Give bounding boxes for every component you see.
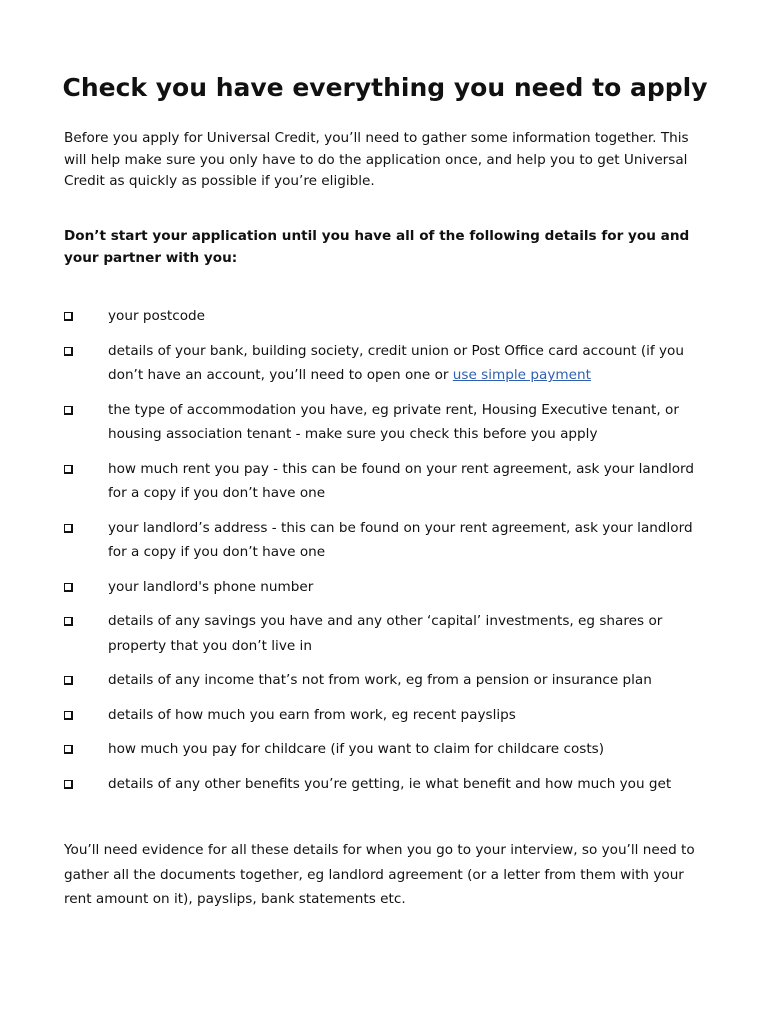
checklist [64, 304, 714, 806]
checklist-item-postcode [64, 304, 714, 329]
checklist-item-text: details of your bank, building society, credit union or Post Office card account (if you don’t have an account, you’ll need to open one or [108, 342, 684, 383]
checkbox-icon[interactable] [64, 780, 73, 789]
checklist-item-text: your postcode [108, 308, 206, 324]
checkbox-icon[interactable] [64, 617, 73, 626]
page-title: Check you have everything you need to apply [62, 73, 708, 102]
checklist-item-rent [64, 457, 714, 506]
checklist-item-text: details of any income that’s not from work, eg from a pension or insurance plan [108, 672, 652, 688]
checklist-item-text: details of any other benefits you’re getting, ie what benefit and how much you get [108, 775, 672, 792]
checkbox-icon[interactable] [64, 347, 73, 356]
checklist-item-other-income [64, 668, 714, 693]
intro-paragraph: Before you apply for Universal Credit, you’ll need to gather some information together. This will help make sure you only have to do the application once, and help you to get Universal Credit as quickly as possible if you’re eligible. [64, 130, 689, 189]
checkbox-icon[interactable] [64, 465, 73, 474]
checklist-item-accommodation [64, 398, 714, 447]
checkbox-icon[interactable] [64, 312, 73, 321]
warning-paragraph: Don’t start your application until you have all of the following details for you and your partner with you: [64, 228, 690, 266]
checklist-item-landlord-phone [64, 575, 714, 600]
checklist-item-text: your landlord’s address - this can be found on your rent agreement, ask your landlord for a copy if you don’t have one [108, 519, 693, 560]
checklist-item-text: how much rent you pay - this can be found on your rent agreement, ask your landlord for a copy if you don’t have one [108, 460, 695, 501]
checklist-item-text: details of any savings you have and any other ‘capital’ investments, eg shares or property that you don’t live in [108, 613, 663, 654]
checkbox-icon[interactable] [64, 406, 73, 415]
checklist-item-text: your landlord's phone number [108, 578, 314, 595]
checklist-item-other-benefits [64, 772, 714, 797]
checklist-item-text-wrap [108, 339, 714, 388]
checklist-item-text: details of how much you earn from work, eg recent payslips [108, 706, 516, 723]
use-simple-payment-link[interactable]: use simple payment [452, 367, 591, 383]
checklist-item-childcare [64, 737, 714, 762]
checkbox-icon[interactable] [64, 676, 73, 685]
checklist-item-bank [64, 339, 714, 388]
checkbox-icon[interactable] [64, 583, 73, 592]
checklist-item-landlord-address [64, 516, 714, 565]
checkbox-icon[interactable] [64, 745, 73, 754]
checkbox-icon[interactable] [64, 711, 73, 720]
closing-paragraph: You’ll need evidence for all these details for when you go to your interview, so you’ll need to gather all the documents together, eg landlord agreement (or a letter from them with your rent amount on it), payslips, bank statements etc. [64, 842, 695, 907]
checklist-item-text: how much you pay for childcare (if you want to claim for childcare costs) [108, 741, 605, 757]
checkbox-icon[interactable] [64, 524, 73, 533]
checklist-item-earnings [64, 703, 714, 728]
checklist-item-text: the type of accommodation you have, eg private rent, Housing Executive tenant, or housing association tenant - make sure you check this before you apply [108, 401, 679, 442]
checklist-item-savings [64, 609, 714, 658]
